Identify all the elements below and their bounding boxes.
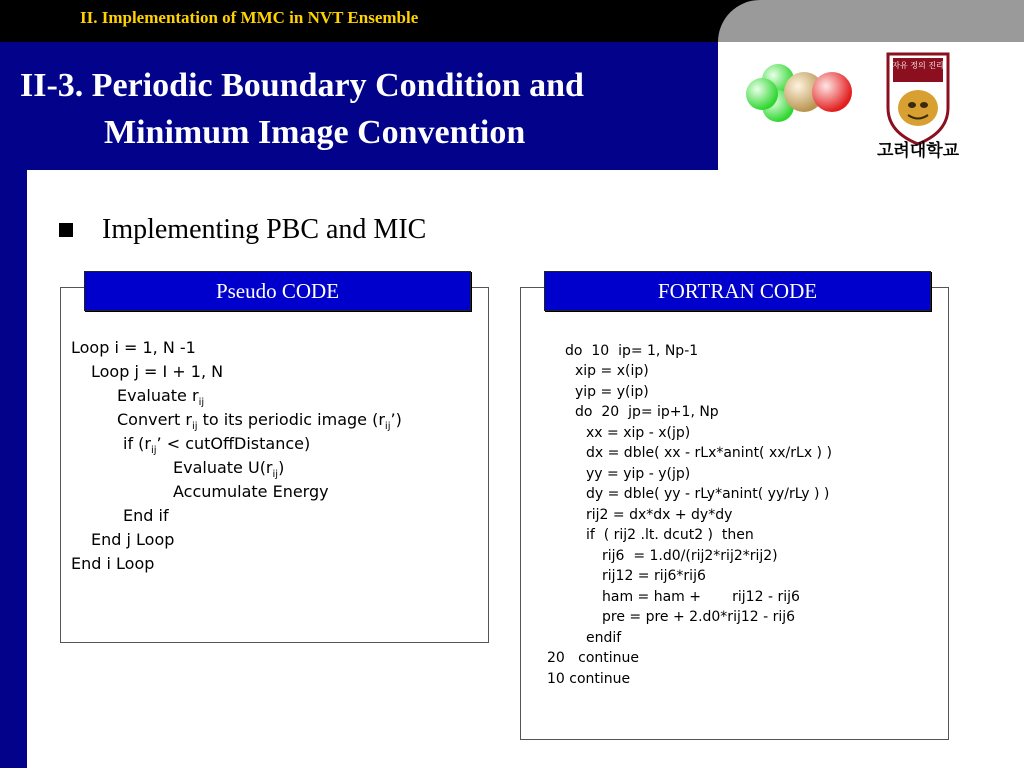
crest-motto: 자유 정의 진리 — [892, 61, 944, 70]
fortran-line: do 20 jp= ip+1, Np — [575, 404, 719, 420]
fortran-code-label: FORTRAN CODE — [544, 271, 931, 311]
fortran-line: pre = pre + 2.d0*rij12 - rij6 — [602, 609, 796, 625]
fortran-line: rij6 = 1.d0/(rij2*rij2*rij2) — [602, 548, 778, 564]
pseudo-line: End j Loop — [91, 530, 175, 549]
pseudo-code-box — [60, 287, 489, 643]
bullet-marker-icon — [59, 223, 73, 237]
fortran-line: rij2 = dx*dx + dy*dy — [586, 507, 733, 523]
fortran-line: rij12 = rij6*rij6 — [602, 568, 706, 584]
fortran-line: yip = y(ip) — [575, 384, 649, 400]
fortran-line: dy = dble( yy - rLy*anint( yy/rLy ) ) — [586, 486, 830, 502]
fortran-line: xip = x(ip) — [575, 363, 649, 379]
university-name: 고려대학교 — [876, 141, 960, 161]
pseudo-line: if ($r_{ij}$’ < cutOffDistance) — [123, 434, 311, 457]
header-tab-decoration — [718, 0, 1024, 42]
fortran-line: endif — [586, 630, 622, 646]
pseudo-line: Convert $r_{ij}$ to its periodic image $(r_{ij}’)$ — [117, 410, 402, 433]
pseudo-line: Loop j = I + 1, N — [91, 362, 224, 381]
university-crest-icon — [868, 50, 968, 162]
fortran-code-box — [520, 287, 949, 740]
slide-title — [20, 62, 584, 156]
fortran-line: dx = dble( xx - rLx*anint( xx/rLx ) ) — [586, 445, 832, 461]
fortran-line: yy = yip - y(jp) — [586, 466, 691, 482]
pseudo-line: Loop i = 1, N -1 — [71, 338, 196, 357]
section-title: II. Implementation of MMC in NVT Ensemble — [80, 8, 419, 27]
fortran-line: 10 continue — [547, 671, 631, 687]
fortran-line: ham = ham + rij12 - rij6 — [602, 589, 800, 605]
molecule-logo-icon — [740, 58, 860, 128]
pseudo-line: Evaluate $U(r_{ij})$ — [173, 458, 285, 481]
pseudo-line: Evaluate $r_{ij}$ — [117, 386, 205, 409]
pseudo-line: Accumulate Energy — [173, 482, 329, 501]
pseudo-code-label: Pseudo CODE — [84, 271, 471, 311]
pseudo-line: End if — [123, 506, 169, 525]
slide-title-line2: Minimum Image Convention — [104, 114, 526, 151]
fortran-line: 20 continue — [547, 650, 640, 666]
bullet-text: Implementing PBC and MIC — [102, 214, 427, 245]
fortran-line: xx = xip - x(jp) — [586, 425, 691, 441]
fortran-line: if ( rij2 .lt. dcut2 ) then — [586, 527, 754, 543]
fortran-line: do 10 ip= 1, Np-1 — [565, 343, 699, 359]
slide-title-line1: II-3. Periodic Boundary Condition and — [20, 67, 584, 104]
pseudo-line: End i Loop — [71, 554, 155, 573]
